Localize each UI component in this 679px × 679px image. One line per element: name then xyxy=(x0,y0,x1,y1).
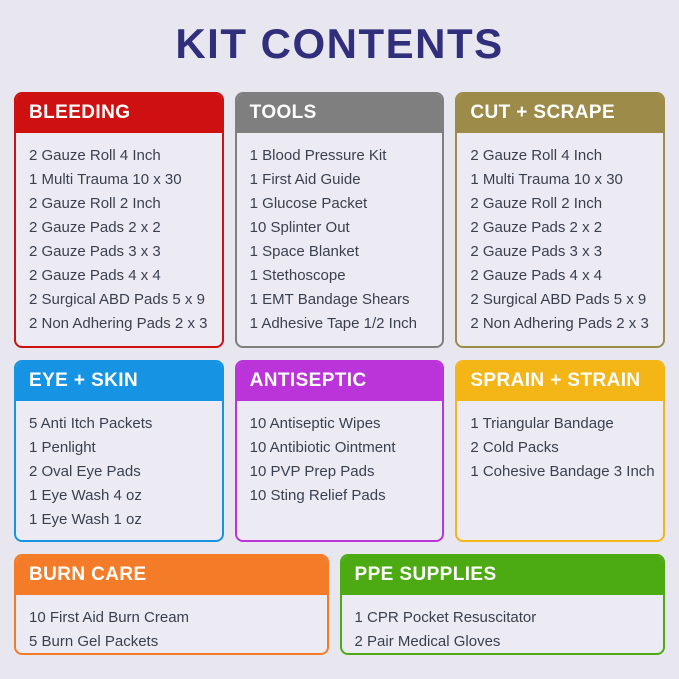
card-body-cut-scrape xyxy=(457,133,663,347)
card-header-eye-skin: EYE + SKIN xyxy=(16,362,222,401)
kit-item: 10 First Aid Burn Cream xyxy=(29,609,190,626)
kit-item: 2 Non Adhering Pads 2 x 3 xyxy=(29,315,208,332)
card-bleeding xyxy=(14,92,224,348)
card-body-sprain-strain xyxy=(457,401,663,540)
card-row-2 xyxy=(14,360,665,542)
card-body-burn-care xyxy=(16,595,327,655)
kit-item: 2 Gauze Pads 4 x 4 xyxy=(29,267,161,284)
card-header-ppe-supplies: PPE SUPPLIES xyxy=(342,556,663,595)
kit-item: 1 Stethoscope xyxy=(249,267,346,284)
kit-item: 5 Anti Itch Packets xyxy=(29,415,153,432)
card-body-antiseptic xyxy=(237,401,443,540)
kit-item: 2 Gauze Pads 2 x 2 xyxy=(29,219,161,236)
kit-item: 10 Antibiotic Ointment xyxy=(249,439,396,456)
kit-item: 1 Eye Wash 1 oz xyxy=(29,511,142,528)
kit-item: 10 Splinter Out xyxy=(249,219,350,236)
kit-item: 2 Gauze Pads 3 x 3 xyxy=(470,243,603,260)
kit-item: 5 Burn Gel Packets xyxy=(29,633,159,650)
card-antiseptic xyxy=(235,360,445,542)
kit-item: 1 Penlight xyxy=(29,439,96,456)
kit-item: 1 Triangular Bandage xyxy=(470,415,614,432)
kit-item: 1 Space Blanket xyxy=(249,243,359,260)
kit-item: 10 Sting Relief Pads xyxy=(249,487,386,504)
card-header-sprain-strain: SPRAIN + STRAIN xyxy=(457,362,663,401)
kit-item: 2 Gauze Roll 4 Inch xyxy=(470,147,603,164)
card-body-bleeding xyxy=(16,133,222,347)
kit-item: 10 PVP Prep Pads xyxy=(249,463,375,480)
kit-item: 2 Cold Packs xyxy=(470,439,559,456)
card-header-bleeding: BLEEDING xyxy=(16,94,222,133)
kit-item: 2 Gauze Pads 3 x 3 xyxy=(29,243,161,260)
kit-item: 2 Gauze Roll 2 Inch xyxy=(470,195,603,212)
kit-item: 1 Blood Pressure Kit xyxy=(249,147,387,164)
kit-item: 2 Pair Medical Gloves xyxy=(354,633,501,650)
card-burn-care xyxy=(14,554,329,655)
kit-item: 1 CPR Pocket Resuscitator xyxy=(354,609,537,626)
card-body-tools xyxy=(237,133,443,347)
kit-item: 2 Gauze Pads 2 x 2 xyxy=(470,219,603,236)
card-row-1 xyxy=(14,92,665,348)
card-row-3 xyxy=(14,554,665,655)
kit-item: 2 Oval Eye Pads xyxy=(29,463,141,480)
kit-item: 1 Glucose Packet xyxy=(249,195,368,212)
kit-item: 1 Multi Trauma 10 x 30 xyxy=(470,171,623,188)
page-title: KIT CONTENTS xyxy=(175,20,504,67)
kit-item: 2 Surgical ABD Pads 5 x 9 xyxy=(29,291,205,308)
card-header-cut-scrape: CUT + SCRAPE xyxy=(457,94,663,133)
kit-item: 2 Gauze Roll 2 Inch xyxy=(29,195,161,212)
kit-item: 2 Gauze Pads 4 x 4 xyxy=(470,267,603,284)
kit-item: 2 Non Adhering Pads 2 x 3 xyxy=(470,315,649,332)
kit-item: 10 Antiseptic Wipes xyxy=(249,415,381,432)
card-header-tools: TOOLS xyxy=(237,94,443,133)
card-ppe-supplies xyxy=(340,554,665,655)
kit-item: 1 Cohesive Bandage 3 Inch xyxy=(470,463,655,480)
kit-item: 1 Multi Trauma 10 x 30 xyxy=(29,171,182,188)
card-sprain-strain xyxy=(455,360,665,542)
card-header-burn-care: BURN CARE xyxy=(16,556,327,595)
card-body-eye-skin xyxy=(16,401,222,542)
kit-item: 2 Surgical ABD Pads 5 x 9 xyxy=(470,291,647,308)
card-cut-scrape xyxy=(455,92,665,348)
kit-item: 1 Adhesive Tape 1/2 Inch xyxy=(249,315,418,332)
kit-item: 2 Gauze Roll 4 Inch xyxy=(29,147,161,164)
card-body-ppe-supplies xyxy=(342,595,663,655)
card-tools xyxy=(235,92,445,348)
kit-item: 1 EMT Bandage Shears xyxy=(249,291,410,308)
kit-item: 1 First Aid Guide xyxy=(249,171,361,188)
card-eye-skin xyxy=(14,360,224,542)
kit-item: 1 Eye Wash 4 oz xyxy=(29,487,142,504)
card-header-antiseptic: ANTISEPTIC xyxy=(237,362,443,401)
